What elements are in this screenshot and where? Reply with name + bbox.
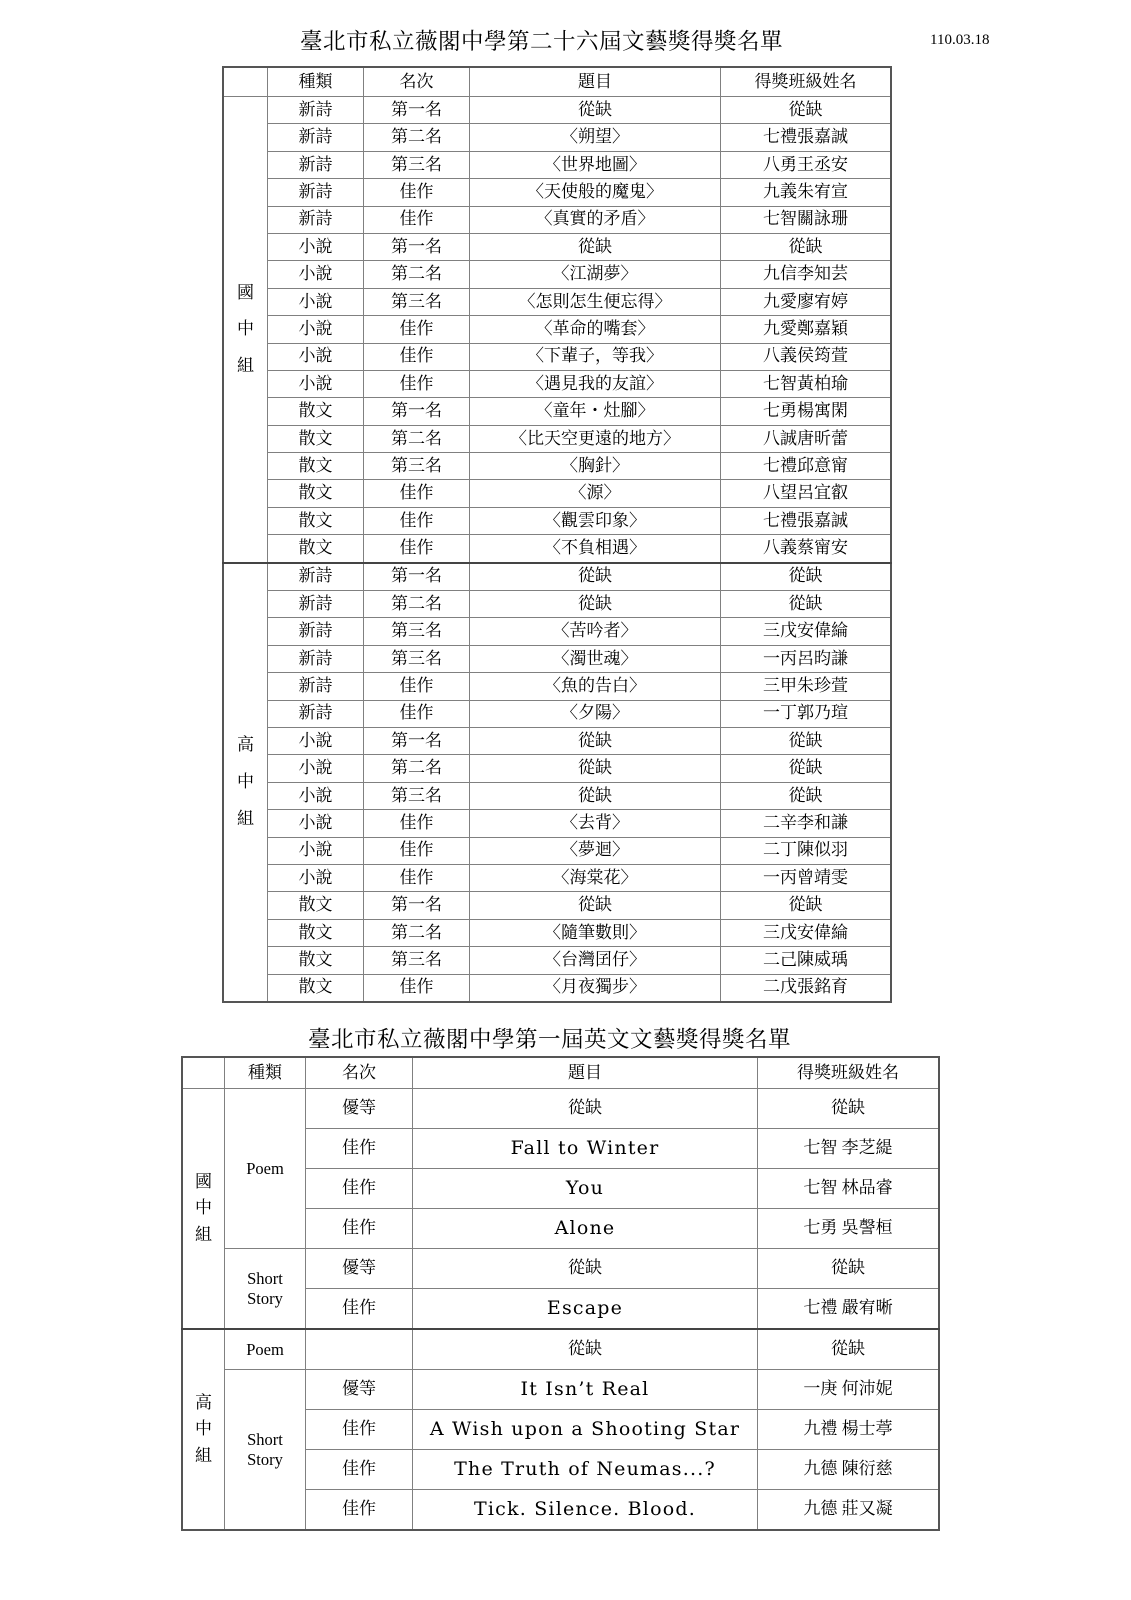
cell-title: 〈隨筆數則〉: [470, 919, 721, 946]
cell-kind: 散文: [268, 453, 364, 480]
table-row: [182, 1089, 939, 1129]
cell-rank: 第二名: [364, 591, 470, 618]
cell-kind: 小說: [268, 755, 364, 782]
cell-kind: 小說: [268, 727, 364, 754]
cell-title: 〈遇見我的友誼〉: [470, 370, 721, 397]
cell-rank: 第三名: [364, 453, 470, 480]
cell-title: [413, 1450, 758, 1490]
cell-title: 從缺: [470, 892, 721, 919]
cell-title: 〈怎則怎生便忘得〉: [470, 288, 721, 315]
cell-winner: 八義侯筠萱: [721, 343, 892, 370]
cell-rank: 佳作: [364, 864, 470, 891]
cell-rank: [306, 1329, 413, 1370]
cell-title: 〈下輩子，等我〉: [470, 343, 721, 370]
table-row: [182, 1329, 939, 1370]
cell-kind: [225, 1329, 306, 1370]
cell-title: 〈不負相遇〉: [470, 535, 721, 563]
cell-rank: 第一名: [364, 727, 470, 754]
header-group: [223, 67, 268, 97]
table-row: [223, 507, 891, 534]
cell-kind: 小說: [268, 288, 364, 315]
table-header-row: [182, 1057, 939, 1089]
cell-kind: 新詩: [268, 151, 364, 178]
cell-rank: 佳作: [306, 1450, 413, 1490]
header-title: 題目: [470, 67, 721, 97]
cell-kind: 新詩: [268, 645, 364, 672]
header-rank: 名次: [364, 67, 470, 97]
cell-title-text: A Wish upon a Shooting Star: [429, 1418, 741, 1441]
cell-title: 〈童年・灶腳〉: [470, 398, 721, 425]
cell-kind: 散文: [268, 425, 364, 452]
header-group: [182, 1057, 225, 1089]
document-2-title: 臺北市私立薇閣中學第一屆英文文藝獎得獎名單: [308, 1027, 792, 1052]
cell-rank: 第一名: [364, 97, 470, 124]
group-label-2: [223, 563, 268, 1002]
cell-rank: 第一名: [364, 563, 470, 591]
cell-rank: 佳作: [364, 673, 470, 700]
table-row: [223, 727, 891, 754]
cell-winner: 八勇王丞安: [721, 151, 892, 178]
cell-title: [413, 1129, 758, 1169]
cell-rank: 佳作: [364, 206, 470, 233]
cell-kind: 小說: [268, 343, 364, 370]
cell-kind: 小說: [268, 316, 364, 343]
table-row: [223, 864, 891, 891]
group-label-text: 高 中 組: [195, 1392, 212, 1465]
table-row: [223, 919, 891, 946]
cell-title: 從缺: [470, 233, 721, 260]
table-row: [223, 425, 891, 452]
cell-kind: 新詩: [268, 179, 364, 206]
cell-rank: 佳作: [364, 480, 470, 507]
cell-winner: 從缺: [721, 727, 892, 754]
cell-winner: 七禮張嘉誠: [721, 507, 892, 534]
table-row: [223, 316, 891, 343]
cell-winner: 從缺: [721, 563, 892, 591]
cell-title: 〈觀雲印象〉: [470, 507, 721, 534]
kind-label-text: Poem: [246, 1158, 284, 1178]
cell-rank: 第一名: [364, 398, 470, 425]
cell-title: 〈朔望〉: [470, 124, 721, 151]
cell-kind: 散文: [268, 919, 364, 946]
table-row: [223, 453, 891, 480]
cell-rank: 佳作: [306, 1289, 413, 1330]
award-table-chinese: [222, 66, 892, 1003]
cell-rank: 優等: [306, 1089, 413, 1129]
cell-kind: 散文: [268, 507, 364, 534]
group-label-text: 國 中 組: [237, 282, 254, 375]
cell-winner: 從缺: [721, 591, 892, 618]
cell-rank: 第三名: [364, 618, 470, 645]
cell-title: 〈源〉: [470, 480, 721, 507]
cell-kind: 散文: [268, 398, 364, 425]
cell-title: 〈夕陽〉: [470, 700, 721, 727]
cell-rank: 佳作: [364, 370, 470, 397]
cell-winner: 七勇 吳謦桓: [758, 1209, 940, 1249]
cell-winner: 三戊安偉綸: [721, 919, 892, 946]
cell-kind: 新詩: [268, 618, 364, 645]
cell-title: 從缺: [470, 591, 721, 618]
cell-winner: 八誠唐昕蕾: [721, 425, 892, 452]
cell-title-text: Escape: [546, 1297, 624, 1320]
table-header-row: [223, 67, 891, 97]
table-row: [223, 810, 891, 837]
cell-title: 〈天使般的魔鬼〉: [470, 179, 721, 206]
cell-title: 〈江湖夢〉: [470, 261, 721, 288]
cell-rank: 優等: [306, 1370, 413, 1410]
group-label-1: [223, 97, 268, 563]
cell-winner: 二辛李和謙: [721, 810, 892, 837]
cell-title: 〈胸針〉: [470, 453, 721, 480]
cell-title: 從缺: [413, 1329, 758, 1370]
kind-label-text: Poem: [246, 1339, 284, 1359]
header-kind: 種類: [225, 1057, 306, 1089]
cell-kind: 新詩: [268, 124, 364, 151]
cell-winner: 八望呂宜叡: [721, 480, 892, 507]
cell-kind: 散文: [268, 892, 364, 919]
cell-winner: 九德 莊又凝: [758, 1490, 940, 1531]
cell-title: 〈比天空更遠的地方〉: [470, 425, 721, 452]
cell-rank: 佳作: [364, 837, 470, 864]
kind-label-text: Short Story: [247, 1268, 283, 1308]
cell-winner: 七智 李芝緹: [758, 1129, 940, 1169]
cell-title: [413, 1289, 758, 1330]
table-row: [223, 700, 891, 727]
table-row: [223, 480, 891, 507]
cell-winner: 八義蔡甯安: [721, 535, 892, 563]
cell-title: 從缺: [470, 755, 721, 782]
table-row: [182, 1249, 939, 1289]
cell-winner: 一丙呂昀謙: [721, 645, 892, 672]
cell-kind: 小說: [268, 370, 364, 397]
cell-winner: 九德 陳衍慈: [758, 1450, 940, 1490]
table-row: [223, 398, 891, 425]
cell-winner: 七禮邱意甯: [721, 453, 892, 480]
cell-title: 從缺: [470, 97, 721, 124]
table-row: [223, 563, 891, 591]
cell-rank: 第三名: [364, 645, 470, 672]
cell-title: 〈月夜獨步〉: [470, 974, 721, 1002]
award-table-english: [181, 1056, 940, 1531]
cell-rank: 第二名: [364, 261, 470, 288]
cell-kind: 小說: [268, 782, 364, 809]
cell-winner: 二己陳威瑀: [721, 947, 892, 974]
group-label-2: [182, 1329, 225, 1530]
table-row: [223, 179, 891, 206]
cell-winner: 從缺: [721, 97, 892, 124]
cell-rank: 佳作: [364, 535, 470, 563]
cell-kind: 新詩: [268, 700, 364, 727]
table-row: [223, 645, 891, 672]
cell-title: 〈世界地圖〉: [470, 151, 721, 178]
cell-winner: 七智關詠珊: [721, 206, 892, 233]
cell-winner: 一丁郭乃瑄: [721, 700, 892, 727]
cell-kind: 小說: [268, 837, 364, 864]
table-row: [223, 343, 891, 370]
table-row: [223, 618, 891, 645]
cell-kind: [225, 1089, 306, 1249]
table-row: [223, 370, 891, 397]
table-row: [223, 755, 891, 782]
cell-title: 〈夢迴〉: [470, 837, 721, 864]
cell-rank: 第一名: [364, 892, 470, 919]
cell-kind: 新詩: [268, 673, 364, 700]
cell-winner: 從缺: [721, 233, 892, 260]
document-1-title: 臺北市私立薇閣中學第二十六屆文藝獎得獎名單: [300, 29, 784, 54]
table-row: [223, 591, 891, 618]
cell-title: 從缺: [413, 1249, 758, 1289]
cell-kind: 小說: [268, 810, 364, 837]
cell-rank: 佳作: [364, 316, 470, 343]
cell-winner: 從缺: [721, 892, 892, 919]
cell-kind: 小說: [268, 233, 364, 260]
kind-label-text: Short Story: [247, 1429, 283, 1469]
cell-winner: 七禮 嚴宥晰: [758, 1289, 940, 1330]
header-kind: 種類: [268, 67, 364, 97]
table-row: [223, 261, 891, 288]
cell-rank: 第一名: [364, 233, 470, 260]
table-row: [223, 97, 891, 124]
cell-title-text: It Isn’t Real: [520, 1378, 650, 1401]
cell-kind: 散文: [268, 974, 364, 1002]
cell-winner: 九信李知芸: [721, 261, 892, 288]
cell-title-text: Fall to Winter: [510, 1137, 660, 1160]
cell-winner: 從缺: [721, 755, 892, 782]
cell-kind: 新詩: [268, 591, 364, 618]
cell-winner: 二戊張銘育: [721, 974, 892, 1002]
header-winner: 得獎班級姓名: [758, 1057, 940, 1089]
cell-winner: 二丁陳似羽: [721, 837, 892, 864]
cell-title: 〈海棠花〉: [470, 864, 721, 891]
table-row: [223, 947, 891, 974]
cell-rank: 第二名: [364, 425, 470, 452]
cell-rank: 佳作: [364, 700, 470, 727]
cell-title: 〈革命的嘴套〉: [470, 316, 721, 343]
cell-winner: 七禮張嘉誠: [721, 124, 892, 151]
cell-kind: 散文: [268, 947, 364, 974]
cell-rank: 第三名: [364, 947, 470, 974]
cell-winner: 九愛廖宥婷: [721, 288, 892, 315]
cell-kind: 散文: [268, 535, 364, 563]
cell-rank: 佳作: [306, 1129, 413, 1169]
cell-winner: 九義朱宥宣: [721, 179, 892, 206]
cell-rank: 第二名: [364, 124, 470, 151]
table-row: [223, 288, 891, 315]
table-row: [223, 782, 891, 809]
cell-title: 〈苦吟者〉: [470, 618, 721, 645]
cell-kind: [225, 1249, 306, 1330]
cell-rank: 第三名: [364, 288, 470, 315]
cell-title: 從缺: [470, 563, 721, 591]
cell-winner: 從缺: [721, 782, 892, 809]
cell-rank: 第三名: [364, 151, 470, 178]
table-row: [223, 892, 891, 919]
cell-winner: 從缺: [758, 1089, 940, 1129]
table-row: [223, 124, 891, 151]
cell-winner: 從缺: [758, 1329, 940, 1370]
cell-title: 〈真實的矛盾〉: [470, 206, 721, 233]
group-label-text: 高 中 組: [237, 735, 254, 828]
cell-title-text: Tick. Silence. Blood.: [474, 1498, 696, 1521]
cell-winner: 一丙曾靖雯: [721, 864, 892, 891]
document-1-header: [0, 24, 1131, 58]
table-row: [223, 673, 891, 700]
cell-winner: 九禮 楊士葶: [758, 1410, 940, 1450]
cell-rank: 佳作: [364, 507, 470, 534]
group-label-1: [182, 1089, 225, 1330]
cell-rank: 第三名: [364, 782, 470, 809]
cell-winner: 三甲朱珍萱: [721, 673, 892, 700]
cell-title: [413, 1490, 758, 1531]
cell-winner: 七智黃柏瑜: [721, 370, 892, 397]
cell-title: 〈去背〉: [470, 810, 721, 837]
cell-kind: 新詩: [268, 97, 364, 124]
cell-title: 〈濁世魂〉: [470, 645, 721, 672]
document-2-header: [0, 1022, 1131, 1056]
cell-title: 從缺: [470, 782, 721, 809]
table-row: [223, 233, 891, 260]
cell-title: [413, 1410, 758, 1450]
table-row: [182, 1370, 939, 1410]
cell-title: 從缺: [413, 1089, 758, 1129]
cell-title-text: Alone: [554, 1217, 616, 1240]
cell-rank: 佳作: [306, 1410, 413, 1450]
cell-kind: 新詩: [268, 563, 364, 591]
cell-winner: 一庚 何沛妮: [758, 1370, 940, 1410]
cell-kind: 新詩: [268, 206, 364, 233]
document-date: 110.03.18: [930, 32, 990, 48]
cell-winner: 七勇楊寓閑: [721, 398, 892, 425]
cell-kind: 小說: [268, 864, 364, 891]
cell-winner: 九愛鄭嘉穎: [721, 316, 892, 343]
cell-title: 〈魚的告白〉: [470, 673, 721, 700]
cell-kind: 小說: [268, 261, 364, 288]
cell-title: [413, 1169, 758, 1209]
table-row: [223, 974, 891, 1002]
cell-rank: 佳作: [306, 1169, 413, 1209]
cell-rank: 佳作: [364, 343, 470, 370]
cell-title: [413, 1370, 758, 1410]
cell-rank: 佳作: [364, 810, 470, 837]
cell-winner: 七智 林品睿: [758, 1169, 940, 1209]
cell-rank: 佳作: [364, 974, 470, 1002]
header-rank: 名次: [306, 1057, 413, 1089]
table-row: [223, 535, 891, 563]
cell-rank: 佳作: [306, 1209, 413, 1249]
cell-title: 〈台灣囝仔〉: [470, 947, 721, 974]
header-title: 題目: [413, 1057, 758, 1089]
table-row: [223, 837, 891, 864]
cell-winner: 從缺: [758, 1249, 940, 1289]
cell-winner: 三戊安偉綸: [721, 618, 892, 645]
header-winner: 得獎班級姓名: [721, 67, 892, 97]
cell-title: [413, 1209, 758, 1249]
cell-kind: 散文: [268, 480, 364, 507]
cell-title-text: You: [565, 1177, 605, 1200]
cell-rank: 優等: [306, 1249, 413, 1289]
cell-title-text: The Truth of Neumas...?: [454, 1458, 716, 1481]
cell-title: 從缺: [470, 727, 721, 754]
cell-rank: 第二名: [364, 755, 470, 782]
cell-rank: 佳作: [364, 179, 470, 206]
table-row: [223, 206, 891, 233]
cell-kind: [225, 1370, 306, 1531]
cell-rank: 第二名: [364, 919, 470, 946]
table-row: [223, 151, 891, 178]
cell-rank: 佳作: [306, 1490, 413, 1531]
group-label-text: 國 中 組: [195, 1171, 212, 1244]
